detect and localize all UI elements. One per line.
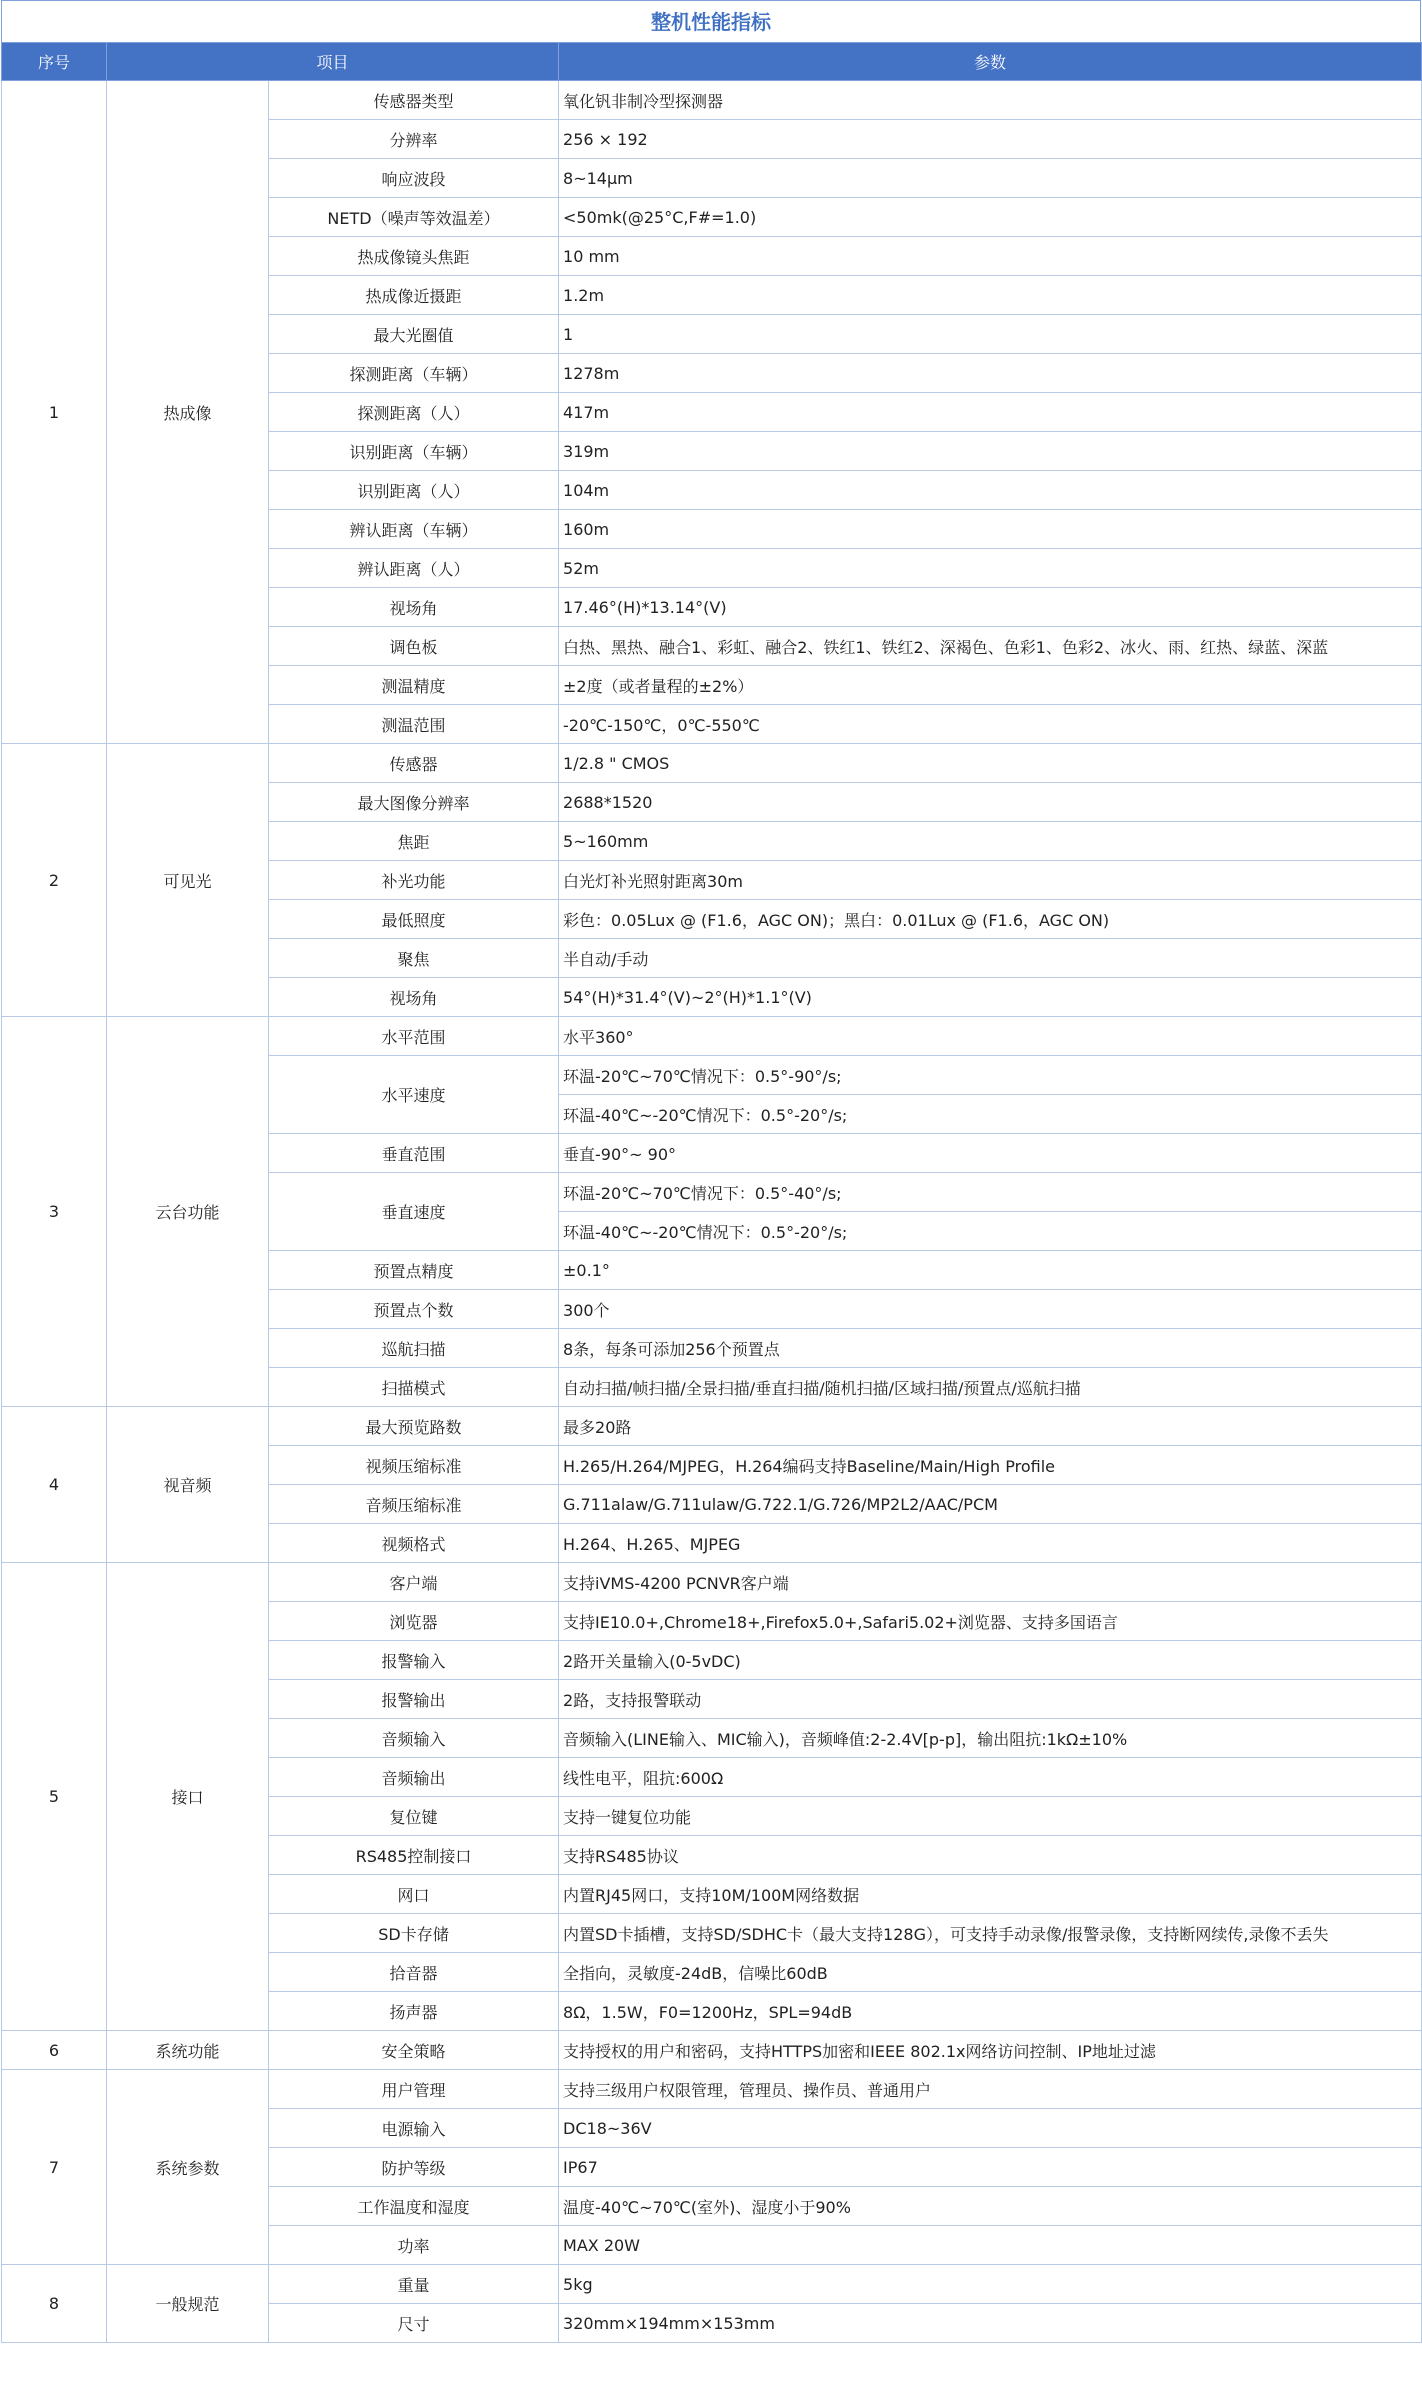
spec-item-label: 预置点个数: [269, 1290, 559, 1329]
spec-item-label: 视场角: [269, 588, 559, 627]
spec-item-label: 音频输入: [269, 1719, 559, 1758]
header-item: 项目: [107, 43, 559, 81]
spec-item-value: 支持iVMS-4200 PCNVR客户端: [559, 1563, 1422, 1602]
spec-item-label: 功率: [269, 2226, 559, 2265]
table-row: [2, 2031, 1422, 2070]
spec-item-value: 2路开关量输入(0-5vDC): [559, 1641, 1422, 1680]
spec-item-value: 54°(H)*31.4°(V)~2°(H)*1.1°(V): [559, 978, 1422, 1017]
table-row: [2, 81, 1422, 120]
table-row: [2, 2265, 1422, 2304]
section-number: 7: [2, 2070, 107, 2265]
section-category: 系统参数: [107, 2070, 269, 2265]
spec-item-label: 安全策略: [269, 2031, 559, 2070]
spec-item-value: 417m: [559, 393, 1422, 432]
section-category: 系统功能: [107, 2031, 269, 2070]
spec-item-label: 尺寸: [269, 2304, 559, 2343]
table-row: [2, 1407, 1422, 1446]
spec-item-label: 扫描模式: [269, 1368, 559, 1407]
page-title: 整机性能指标: [1, 0, 1421, 42]
spec-item-value: 320mm×194mm×153mm: [559, 2304, 1422, 2343]
spec-item-label: 巡航扫描: [269, 1329, 559, 1368]
spec-item-label: SD卡存储: [269, 1914, 559, 1953]
spec-item-value: 水平360°: [559, 1017, 1422, 1056]
spec-item-value: H.265/H.264/MJPEG，H.264编码支持Baseline/Main/High Profile: [559, 1446, 1422, 1485]
spec-item-value: IP67: [559, 2148, 1422, 2187]
spec-item-value: 环温-40℃~-20℃情况下：0.5°-20°/s;: [559, 1095, 1422, 1134]
spec-item-value: MAX 20W: [559, 2226, 1422, 2265]
spec-item-label: RS485控制接口: [269, 1836, 559, 1875]
spec-item-label: 最低照度: [269, 900, 559, 939]
spec-item-value: 104m: [559, 471, 1422, 510]
spec-item-value: 256 × 192: [559, 120, 1422, 159]
spec-item-label: 传感器类型: [269, 81, 559, 120]
spec-item-value: 内置SD卡插槽，支持SD/SDHC卡（最大支持128G），可支持手动录像/报警录像，支持断网续传,录像不丢失: [559, 1914, 1422, 1953]
table-body: [2, 81, 1422, 2343]
spec-item-label: 扬声器: [269, 1992, 559, 2031]
spec-item-label: 测温精度: [269, 666, 559, 705]
spec-item-value: 音频输入(LINE输入、MIC输入)，音频峰值:2-2.4V[p-p]，输出阻抗:1kΩ±10%: [559, 1719, 1422, 1758]
spec-item-value: 内置RJ45网口，支持10M/100M网络数据: [559, 1875, 1422, 1914]
section-number: 8: [2, 2265, 107, 2343]
spec-item-value: 支持授权的用户和密码，支持HTTPS加密和IEEE 802.1x网络访问控制、IP地址过滤: [559, 2031, 1422, 2070]
spec-item-value: 彩色：0.05Lux @ (F1.6，AGC ON)；黑白：0.01Lux @ (F1.6，AGC ON): [559, 900, 1422, 939]
spec-item-value: 160m: [559, 510, 1422, 549]
section-number: 4: [2, 1407, 107, 1563]
spec-item-label: NETD（噪声等效温差）: [269, 198, 559, 237]
table-header: [2, 43, 1422, 81]
spec-item-value: 温度-40℃~70℃(室外)、湿度小于90%: [559, 2187, 1422, 2226]
spec-item-label: 音频压缩标准: [269, 1485, 559, 1524]
spec-sheet: [1, 0, 1421, 2343]
header-no: 序号: [2, 43, 107, 81]
spec-item-label: 报警输出: [269, 1680, 559, 1719]
spec-table: [1, 42, 1422, 2343]
spec-item-label: 电源输入: [269, 2109, 559, 2148]
section-category: 接口: [107, 1563, 269, 2031]
spec-item-label: 水平范围: [269, 1017, 559, 1056]
table-row: [2, 2070, 1422, 2109]
spec-item-value: 5~160mm: [559, 822, 1422, 861]
spec-item-label: 拾音器: [269, 1953, 559, 1992]
spec-item-label: 焦距: [269, 822, 559, 861]
spec-item-value: 支持三级用户权限管理，管理员、操作员、普通用户: [559, 2070, 1422, 2109]
spec-item-value: G.711alaw/G.711ulaw/G.722.1/G.726/MP2L2/AAC/PCM: [559, 1485, 1422, 1524]
header-param: 参数: [559, 43, 1422, 81]
table-row: [2, 1563, 1422, 1602]
spec-item-label: 最大光圈值: [269, 315, 559, 354]
spec-item-label: 识别距离（车辆）: [269, 432, 559, 471]
spec-item-value: 10 mm: [559, 237, 1422, 276]
section-category: 视音频: [107, 1407, 269, 1563]
spec-item-label: 响应波段: [269, 159, 559, 198]
spec-item-value: 1278m: [559, 354, 1422, 393]
spec-item-label: 网口: [269, 1875, 559, 1914]
spec-item-label: 传感器: [269, 744, 559, 783]
section-number: 1: [2, 81, 107, 744]
spec-item-value: 1/2.8 " CMOS: [559, 744, 1422, 783]
spec-item-label: 聚焦: [269, 939, 559, 978]
section-number: 2: [2, 744, 107, 1017]
section-category: 一般规范: [107, 2265, 269, 2343]
spec-item-value: 支持IE10.0+,Chrome18+,Firefox5.0+,Safari5.02+浏览器、支持多国语言: [559, 1602, 1422, 1641]
spec-item-label: 调色板: [269, 627, 559, 666]
spec-item-value: 白光灯补光照射距离30m: [559, 861, 1422, 900]
spec-item-label: 预置点精度: [269, 1251, 559, 1290]
spec-item-label: 探测距离（车辆）: [269, 354, 559, 393]
spec-item-value: 300个: [559, 1290, 1422, 1329]
spec-item-value: 垂直-90°~ 90°: [559, 1134, 1422, 1173]
spec-item-value: 环温-20℃~70℃情况下：0.5°-40°/s;: [559, 1173, 1422, 1212]
section-number: 5: [2, 1563, 107, 2031]
spec-item-value: 17.46°(H)*13.14°(V): [559, 588, 1422, 627]
spec-item-value: 1: [559, 315, 1422, 354]
spec-item-label: 防护等级: [269, 2148, 559, 2187]
spec-item-value: 环温-20℃~70℃情况下：0.5°-90°/s;: [559, 1056, 1422, 1095]
spec-item-label: 辨认距离（人）: [269, 549, 559, 588]
spec-item-label: 视频格式: [269, 1524, 559, 1563]
section-category: 云台功能: [107, 1017, 269, 1407]
spec-item-value: 支持RS485协议: [559, 1836, 1422, 1875]
spec-item-label: 热成像镜头焦距: [269, 237, 559, 276]
spec-item-label: 识别距离（人）: [269, 471, 559, 510]
spec-item-value: 白热、黑热、融合1、彩虹、融合2、铁红1、铁红2、深褐色、色彩1、色彩2、冰火、雨、红热、绿蓝、深蓝: [559, 627, 1422, 666]
spec-item-label: 辨认距离（车辆）: [269, 510, 559, 549]
spec-item-label: 用户管理: [269, 2070, 559, 2109]
spec-item-value: ±0.1°: [559, 1251, 1422, 1290]
spec-item-label: 视场角: [269, 978, 559, 1017]
spec-item-value: 全指向，灵敏度-24dB，信噪比60dB: [559, 1953, 1422, 1992]
spec-item-value: 52m: [559, 549, 1422, 588]
section-category: 热成像: [107, 81, 269, 744]
spec-item-value: ±2度（或者量程的±2%）: [559, 666, 1422, 705]
spec-item-value: 1.2m: [559, 276, 1422, 315]
spec-item-value: 8条，每条可添加256个预置点: [559, 1329, 1422, 1368]
spec-item-label: 工作温度和湿度: [269, 2187, 559, 2226]
spec-item-value: 支持一键复位功能: [559, 1797, 1422, 1836]
spec-item-value: 氧化钒非制冷型探测器: [559, 81, 1422, 120]
section-category: 可见光: [107, 744, 269, 1017]
spec-item-label: 测温范围: [269, 705, 559, 744]
spec-item-value: 半自动/手动: [559, 939, 1422, 978]
spec-item-value: 2路，支持报警联动: [559, 1680, 1422, 1719]
spec-item-label: 补光功能: [269, 861, 559, 900]
spec-item-label: 垂直范围: [269, 1134, 559, 1173]
spec-item-label: 客户端: [269, 1563, 559, 1602]
spec-item-value: H.264、H.265、MJPEG: [559, 1524, 1422, 1563]
spec-item-label: 视频压缩标准: [269, 1446, 559, 1485]
table-row: [2, 1017, 1422, 1056]
spec-item-label: 垂直速度: [269, 1173, 559, 1251]
spec-item-value: 线性电平，阻抗:600Ω: [559, 1758, 1422, 1797]
spec-item-value: 319m: [559, 432, 1422, 471]
spec-item-value: 8Ω，1.5W，F0=1200Hz，SPL=94dB: [559, 1992, 1422, 2031]
spec-item-value: 2688*1520: [559, 783, 1422, 822]
spec-item-value: 5kg: [559, 2265, 1422, 2304]
spec-item-value: 最多20路: [559, 1407, 1422, 1446]
spec-item-value: DC18~36V: [559, 2109, 1422, 2148]
spec-item-label: 重量: [269, 2265, 559, 2304]
spec-item-label: 分辨率: [269, 120, 559, 159]
spec-item-value: -20℃-150℃，0℃-550℃: [559, 705, 1422, 744]
spec-item-label: 音频输出: [269, 1758, 559, 1797]
spec-item-label: 水平速度: [269, 1056, 559, 1134]
spec-item-value: 自动扫描/帧扫描/全景扫描/垂直扫描/随机扫描/区域扫描/预置点/巡航扫描: [559, 1368, 1422, 1407]
spec-item-label: 最大图像分辨率: [269, 783, 559, 822]
spec-item-label: 浏览器: [269, 1602, 559, 1641]
section-number: 6: [2, 2031, 107, 2070]
spec-item-label: 探测距离（人）: [269, 393, 559, 432]
section-number: 3: [2, 1017, 107, 1407]
header-row: [2, 43, 1422, 81]
spec-item-value: 环温-40℃~-20℃情况下：0.5°-20°/s;: [559, 1212, 1422, 1251]
spec-item-label: 报警输入: [269, 1641, 559, 1680]
spec-item-label: 最大预览路数: [269, 1407, 559, 1446]
spec-item-value: <50mk(@25°C,F#=1.0): [559, 198, 1422, 237]
spec-item-value: 8~14μm: [559, 159, 1422, 198]
table-row: [2, 744, 1422, 783]
spec-item-label: 热成像近摄距: [269, 276, 559, 315]
spec-item-label: 复位键: [269, 1797, 559, 1836]
